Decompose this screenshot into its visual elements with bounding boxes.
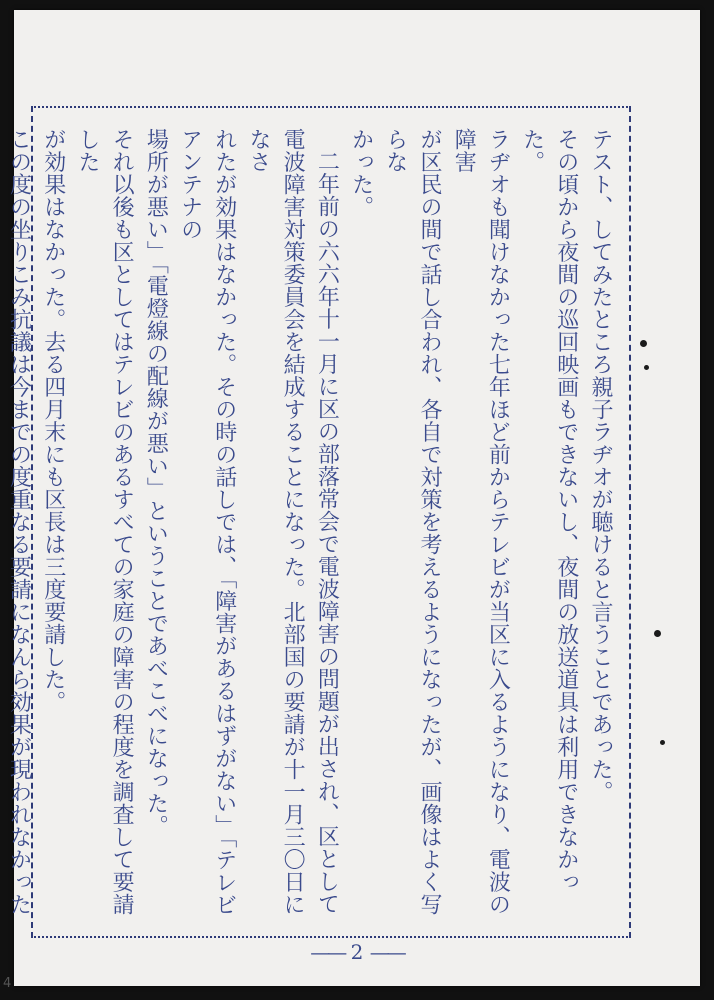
page-number-dash: —— — [310, 940, 345, 964]
page-number-dash: —— — [369, 940, 404, 964]
paragraph-line: ラヂオも聞けなかった七年ほど前からテレビが当区に入るようになり、電波の障害 — [451, 128, 511, 916]
vertical-text-body — [6, 128, 617, 918]
document-page — [6, 10, 700, 986]
paragraph-line: テスト、してみたところ親子ラヂオが聴けると言うことであった。 — [588, 128, 613, 803]
punch-hole-mark — [660, 740, 665, 745]
paragraph-line: が効果はなかった。去る四月末にも区長は三度要請した。 — [40, 128, 66, 713]
punch-hole-mark — [654, 630, 661, 637]
page-number — [14, 940, 700, 964]
page-number-value: 2 — [350, 940, 364, 964]
paragraph-line: その頃から夜間の巡回映画もできないし、夜間の放送道具は利用できなかった。 — [519, 128, 579, 893]
paragraph-line: 電波障害対策委員会を結成することになった。北部国の要請が十一月三〇日になさ — [245, 128, 306, 916]
paragraph-line: れたが効果はなかった。その時の話しでは、「障害があるはずがない」「テレビアンテナの — [177, 128, 237, 916]
paragraph-line: 二年前の六六年十一月に区の部落常会で電波障害の問題が出され、区として — [314, 150, 340, 915]
paragraph-line: それ以後も区としてはテレビのあるすべての家庭の障害の程度を調査して要請した — [74, 128, 135, 916]
paragraph-line: かった。 — [348, 128, 374, 218]
punch-hole-mark — [644, 365, 649, 370]
paragraph-line: が区民の間で話し合われ、各自で対策を考えるようになったが、画像はよく写らな — [382, 128, 442, 916]
paragraph-line: 場所が悪い」「電燈線の配線が悪い」ということであべこべになった。 — [143, 128, 169, 837]
paragraph-line: この度の坐りこみ抗議は今までの度重なる要請になんら効果が現われなかった — [6, 128, 32, 916]
corner-mark: 4 — [3, 976, 12, 991]
punch-hole-mark — [640, 340, 647, 347]
